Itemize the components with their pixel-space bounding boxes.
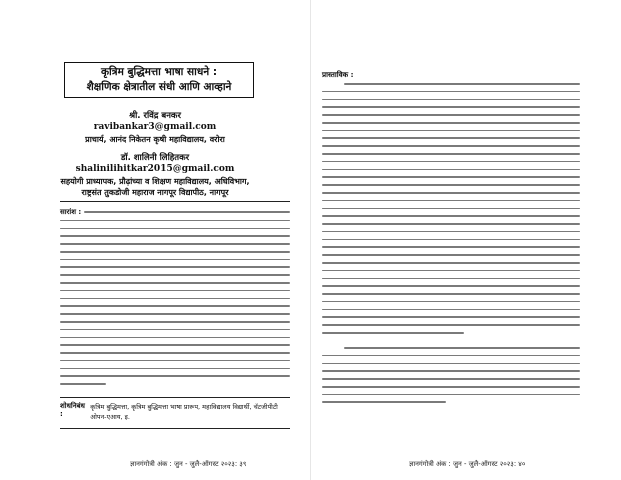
- introduction-paragraph-1: [322, 83, 580, 340]
- keywords-block: [60, 402, 290, 422]
- divider-top: [60, 201, 290, 202]
- right-page-footer: ज्ञानगंगोत्री अंक : जुन - जुलै-ऑगस्ट २०२३: ४०: [409, 460, 526, 468]
- author1-email: ravibankar3@gmail.com: [93, 122, 217, 132]
- introduction-paragraph-2: [322, 347, 580, 409]
- article-title-line2: शैक्षणिक क्षेत्रातील संधी आणि आव्हाने: [86, 81, 232, 93]
- abstract-label: सारांश :: [60, 208, 82, 216]
- left-page: [0, 0, 310, 480]
- author2-email: shalinilihitkar2015@gmail.com: [75, 164, 235, 174]
- divider-keywords: [60, 428, 290, 429]
- left-page-footer: ज्ञानगंगोत्री अंक : जुन - जुलै-ऑगस्ट २०२३: ३९: [130, 460, 247, 468]
- abstract-paragraph: [60, 208, 290, 391]
- author1-affiliation: प्राचार्य, आनंद निकेतन कृषी महाविद्यालय, वरोरा: [85, 135, 225, 144]
- author2-affiliation-line2: राष्ट्रसंत तुकडोजी महाराज नागपूर विद्यापीठ, नागपूर: [81, 188, 229, 197]
- author1-name: श्री. रविंद्र बनकर: [129, 111, 181, 121]
- right-page: [311, 0, 621, 480]
- author2-affiliation-line1: सहयोगी प्राध्यापक, प्रौढ़ांच्या व शिक्षण महाविद्यालय, अधिविभाग,: [60, 177, 250, 186]
- keywords-label: शोधनिबंध :: [60, 402, 85, 418]
- section-heading: प्रास्ताविक :: [322, 70, 354, 79]
- article-title-line1: कृत्रिम बुद्धिमत्ता भाषा साधने :: [100, 66, 218, 78]
- keywords-text: कृत्रिम बुद्धिमत्ता, कृत्रिम बुद्धिमत्ता भाषा प्रारूप, महाविद्यालय विद्यार्थी, चॅटजीपीटी ओपन-एआय, इ.: [90, 403, 278, 421]
- article-title-box: [64, 62, 254, 98]
- divider-bottom: [60, 397, 290, 398]
- author2-name: डॉ. शालिनी लिहितकर: [120, 153, 190, 163]
